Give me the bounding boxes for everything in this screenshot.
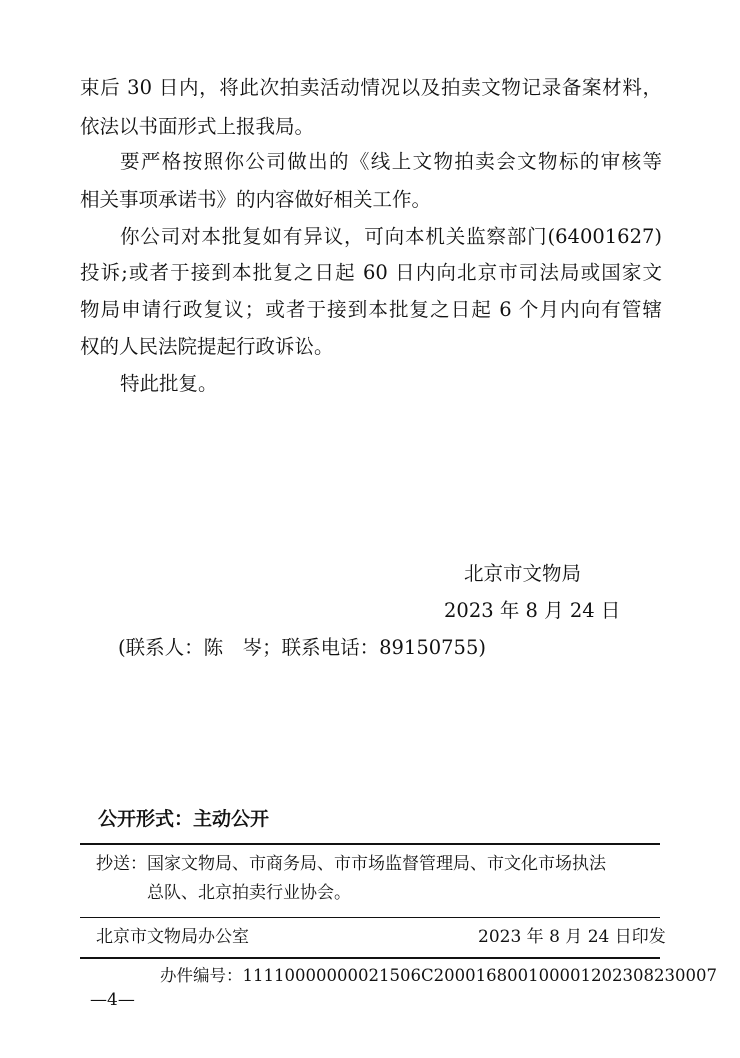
paragraph-3-line-4: 权的人民法院提起行政诉讼。 [80, 335, 334, 358]
divider-bottom [80, 957, 660, 959]
paragraph-2-line-2: 相关事项承诺书》的内容做好相关工作。 [80, 188, 432, 211]
issuer-date: 2023 年 8 月 24 日印发 [478, 927, 666, 947]
paragraph-2-line-1: 要严格按照你公司做出的《线上文物拍卖会文物标的审核等 [120, 150, 662, 173]
paragraph-3-line-1: 你公司对本批复如有异议，可向本机关监察部门(64001627) [120, 225, 662, 248]
paragraph-1-line-2: 依法以书面形式上报我局。 [80, 115, 315, 138]
divider-top [80, 843, 660, 845]
paragraph-1-line-1: 束后 30 日内，将此次拍卖活动情况以及拍卖文物记录备案材料， [80, 76, 662, 99]
document-number: 办件编号：11110000000021506C20001680010000120230823000​7 [160, 966, 718, 985]
divider-middle [80, 917, 660, 918]
disclosure-label: 公开形式：主动公开 [98, 808, 270, 830]
issuer-office: 北京市文物局办公室 [96, 927, 249, 947]
cc-line-1: 抄送：国家文物局、市商务局、市市场监督管理局、市文化市场执法 [96, 854, 606, 874]
paragraph-3-line-3: 物局申请行政复议；或者于接到本批复之日起 6 个月内向有管辖 [80, 298, 662, 321]
page-number: —4— [90, 990, 135, 1010]
signature-org: 北京市文物局 [464, 562, 582, 585]
signature-date: 2023 年 8 月 24 日 [444, 599, 621, 622]
contact-info: (联系人：陈 岑；联系电话：89150755) [118, 636, 486, 659]
paragraph-3-line-2: 投诉;或者于接到本批复之日起 60 日内向北京市司法局或国家文 [80, 261, 662, 284]
cc-line-2: 总队、北京拍卖行业协会。 [96, 883, 351, 903]
paragraph-4-line-1: 特此批复。 [120, 372, 218, 395]
